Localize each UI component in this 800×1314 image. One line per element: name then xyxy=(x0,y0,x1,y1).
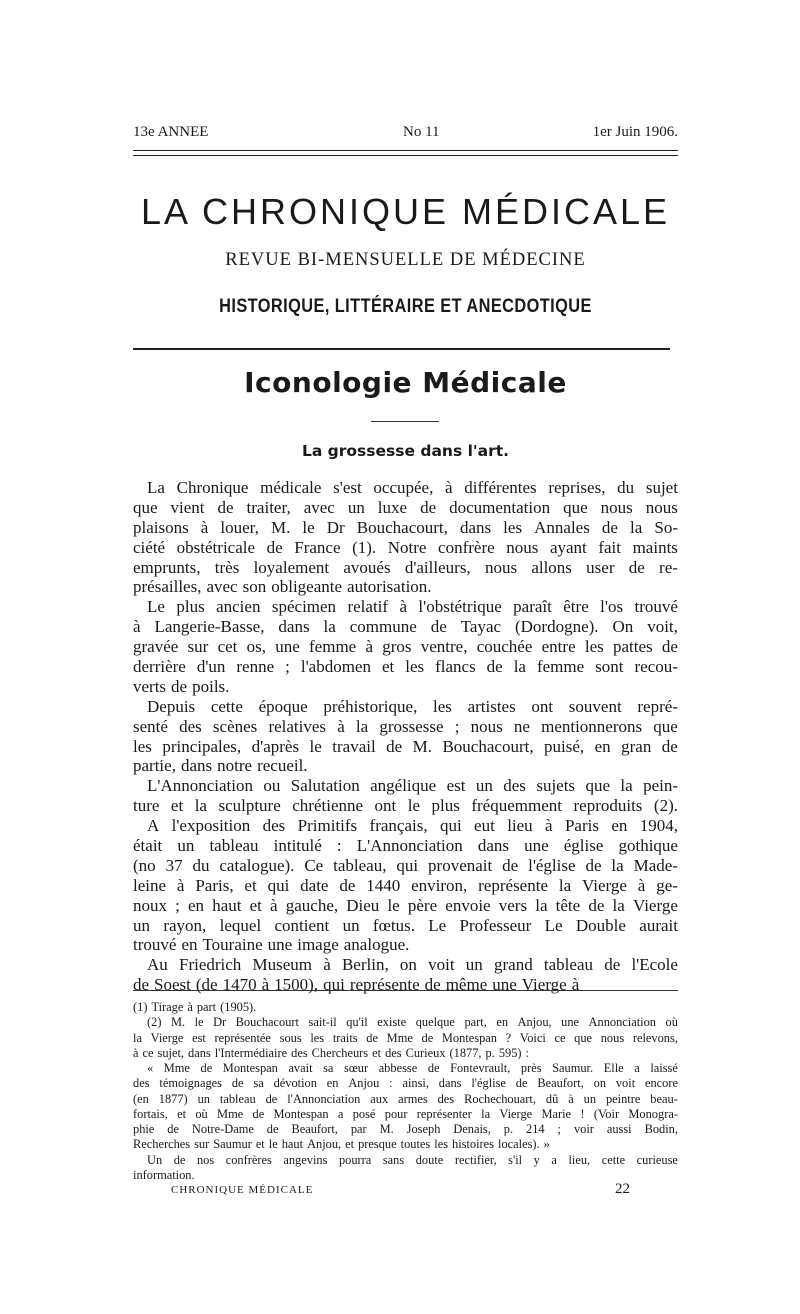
body-line: verts de poils. xyxy=(133,676,230,696)
body-line: A l'exposition des Primitifs français, qui eut lieu à Paris en 1904, xyxy=(147,816,678,836)
footer-journal-name: CHRONIQUE MÉDICALE xyxy=(171,1184,314,1196)
journal-subtitle: REVUE BI-MENSUELLE DE MÉDECINE xyxy=(225,250,586,270)
footnotes xyxy=(133,1000,678,1183)
masthead-rule xyxy=(133,348,670,350)
body-line: partie, dans notre recueil. xyxy=(133,756,308,776)
journal-title: LA CHRONIQUE MÉDICALE xyxy=(140,191,671,232)
body-line: que vient de traiter, avec un luxe de documentation que nous nous xyxy=(133,497,678,517)
issue-date: 1er Juin 1906. xyxy=(592,124,678,140)
body-line: derrière d'un renne ; l'abdomen et les flancs de la femme sont recou- xyxy=(133,657,678,677)
footnote-line: phie de Notre-Dame de Beaufort, par M. Joseph Denais, p. 214 ; voir aussi Bodin, xyxy=(133,1122,678,1136)
footnote-line: la Vierge est représentée sous les traits de Mme de Montespan ? Voici ce que nous relevons, xyxy=(133,1030,678,1045)
body-line: Depuis cette époque préhistorique, les artistes ont souvent repré- xyxy=(147,696,678,716)
body-line: gravée sur cet os, une femme à gros ventre, couchée entre les pattes de xyxy=(133,637,678,657)
body-line: les principales, d'après le travail de M. Bouchacourt, puisé, en gran de xyxy=(133,736,678,756)
footnote-line: « Mme de Montespan avait sa sœur abbesse de Fontevrault, près Saumur. Elle a laissé xyxy=(147,1061,678,1075)
issue-number: No 11 xyxy=(403,124,440,140)
header-rule-bottom xyxy=(133,155,678,156)
year-label: 13e ANNEE xyxy=(133,124,209,140)
section-title: Iconologie Médicale xyxy=(244,366,567,399)
footnote-line: à ce sujet, dans l'Intermédiaire des Chercheurs et des Curieux (1877, p. 595) : xyxy=(133,1045,529,1060)
footnote-line: Un de nos confrères angevins pourra sans doute rectifier, s'il y a lieu, cette curieuse xyxy=(147,1152,678,1167)
journal-subtitle-2: HISTORIQUE, LITTÉRAIRE ET ANECDOTIQUE xyxy=(219,296,592,317)
body-line: plaisons à louer, M. le Dr Bouchacourt, dans les Annales de la So- xyxy=(133,517,678,537)
body-line: Le plus ancien spécimen relatif à l'obstétrique paraît être l'os trouvé xyxy=(147,597,678,617)
body-line: de Soest (de 1470 à 1500), qui représente de même une Vierge à xyxy=(133,975,580,995)
body-line: à Langerie-Basse, dans la commune de Tayac (Dordogne). On voit, xyxy=(133,617,678,637)
footnote-line: des témoignages de sa dévotion en Anjou : ainsi, dans l'église de Beaufort, on voit encore xyxy=(133,1076,678,1091)
footnote-line: fortais, et où Mme de Montespan a posé pour représenter la Vierge Marie ! (Voir Monogra- xyxy=(133,1106,678,1121)
footnote-line: (en 1877) un tableau de l'Annonciation aux armes des Rochechouart, dû à un peintre beau- xyxy=(133,1091,678,1106)
body-line: trouvé en Touraine une image analogue. xyxy=(133,935,410,955)
body-line: (no 37 du catalogue). Ce tableau, qui provenait de l'église de la Made- xyxy=(133,855,678,875)
body-line: Au Friedrich Museum à Berlin, on voit un grand tableau de l'Ecole xyxy=(147,955,678,975)
body-line: senté des scènes relatives à la grossesse ; nous ne mentionnerons que xyxy=(133,716,678,736)
footnote-line: (1) Tirage à part (1905). xyxy=(133,1000,257,1014)
page-footer xyxy=(133,1181,678,1204)
body-line: L'Annonciation ou Salutation angélique est un des sujets que la pein- xyxy=(147,776,678,796)
footnote-rule xyxy=(133,990,678,991)
running-header xyxy=(133,124,678,146)
article-title: La grossesse dans l'art. xyxy=(301,442,510,460)
body-line: leine à Paris, et qui date de 1440 environ, représente la Vierge à ge- xyxy=(133,875,678,895)
section-divider xyxy=(371,421,439,422)
body-line: emprunts, très loyalement avoués d'ailleurs, nous allons user de re- xyxy=(133,557,678,577)
header-rule-top xyxy=(133,150,678,151)
body-line: ciété obstétricale de France (1). Notre confrère nous ayant fait maints xyxy=(133,537,678,557)
footnote-line: information. xyxy=(133,1167,195,1182)
page-number: 22 xyxy=(615,1181,630,1197)
body-line: était un tableau intitulé : L'Annonciation dans une église gothique xyxy=(133,836,678,856)
body-line: La Chronique médicale s'est occupée, à différentes reprises, du sujet xyxy=(147,478,678,497)
body-line: ture et la sculpture chrétienne ont le plus fréquemment reproduits (2). xyxy=(133,796,678,816)
footnote-line: Recherches sur Saumur et le haut Anjou, et presque toutes les histoires locales). » xyxy=(133,1137,550,1152)
footnote-line: (2) M. le Dr Bouchacourt sait-il qu'il existe quelque part, en Anjou, une Annonciation où xyxy=(147,1015,678,1030)
body-line: noux ; en haut et à gauche, Dieu le père envoie vers la tête de la Vierge xyxy=(133,895,678,915)
body-line: présailles, avec son obligeante autorisation. xyxy=(133,577,432,597)
body-line: un rayon, lequel contient un fœtus. Le Professeur Le Double aurait xyxy=(133,915,678,935)
article-body xyxy=(133,478,678,995)
